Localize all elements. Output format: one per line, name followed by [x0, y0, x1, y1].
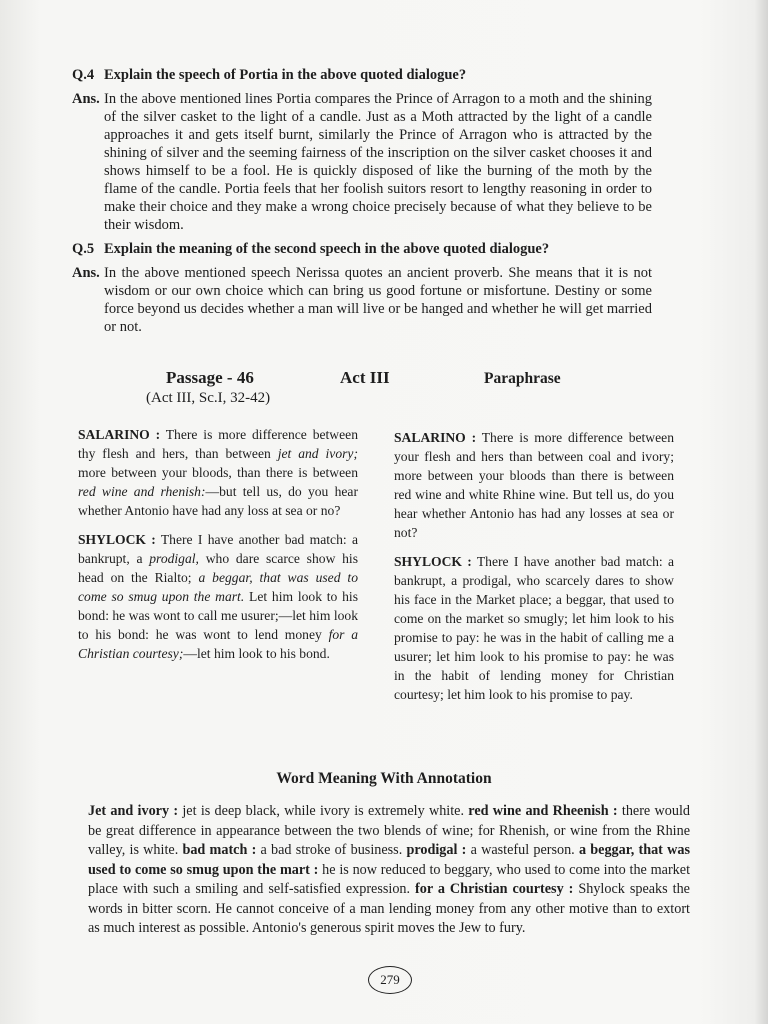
speaker-salarino: SALARINO :	[394, 430, 477, 445]
word-meaning-text	[88, 802, 690, 939]
paraphrase-shylock-speech	[394, 552, 674, 704]
definition: he is now reduced to beggary, who used to come into the market place with such a smiling and self-satisfied expression.	[88, 861, 691, 897]
paraphrase-column	[394, 428, 674, 714]
question-5-number: Q.5	[72, 241, 95, 257]
page-number: 279	[368, 966, 412, 994]
passage-reference: (Act III, Sc.I, 32-42)	[146, 390, 271, 406]
definition: a wasteful person.	[466, 842, 579, 858]
speech-text: —let him look to his bond.	[183, 646, 330, 661]
speech-italic: jet and ivory;	[277, 446, 358, 461]
definition: a bad stroke of business.	[256, 842, 407, 858]
speech-italic: a beggar, that was used to come so smug upon the mart.	[78, 570, 358, 604]
speech-text: There is more difference between thy flesh and hers, than between	[78, 427, 358, 461]
question-4-number: Q.4	[72, 67, 95, 83]
word-meaning-heading: Word Meaning With Annotation	[276, 770, 492, 787]
definition: Shylock speaks the words in bitter scorn. He cannot conceive of a man lending money from any other motive than to extort as much interest as possible. Antonio's generous spirit moves the Jew to fury.	[88, 881, 690, 936]
question-4	[72, 66, 652, 84]
answer-5-text: In the above mentioned speech Nerissa quotes an ancient proverb. She means that it is not wisdom or our own choice which can bring us good fortune or misfortune. Destiny or some force beyond us decides whether a man will live or be hanged and whether he will get married or not.	[104, 265, 652, 335]
answer-4-label: Ans.	[72, 91, 100, 107]
speaker-salarino: SALARINO :	[78, 427, 161, 442]
question-5-text: Explain the meaning of the second speech in the above quoted dialogue?	[104, 241, 550, 257]
original-shylock-speech	[78, 530, 358, 663]
term: prodigal :	[406, 842, 467, 858]
definition: jet is deep black, while ivory is extremely white.	[178, 803, 469, 819]
speaker-shylock: SHYLOCK :	[394, 554, 472, 569]
speech-italic: prodigal,	[149, 551, 199, 566]
speech-text: There I have another bad match: a bankrupt, a prodigal, who scarcely dares to show his face in the Market place; a beggar, that used to come on the market so smugly; let him look to his promise to pay: he was in the habit of calling me a usurer; let him look to his promise to pay: he was in the habit of lending money for Christian courtesy; let him look to his promise to pay.	[394, 554, 674, 702]
speech-italic: red wine and rhenish:	[78, 484, 206, 499]
speech-text: There is more difference between your flesh and hers than between coal and ivory; more between your bloods than there is between red wine and white Rhine wine. But tell us, do you hear whether Antonio has had any losses at sea or not?	[394, 430, 674, 540]
act-heading: Act III	[340, 368, 390, 387]
term: bad match :	[182, 842, 257, 858]
term: a beggar, that was used to come so smug upon the mart :	[88, 842, 690, 878]
paraphrase-heading: Paraphrase	[484, 370, 561, 387]
speech-text: more between your bloods, than there is between	[78, 465, 358, 480]
speech-text: There I have another bad match: a bankrupt, a	[78, 532, 358, 566]
passage-header	[0, 368, 768, 412]
page-edge-shadow	[754, 0, 768, 1024]
speech-text: who dare scarce show his head on the Rialto;	[78, 551, 358, 585]
term: for a Christian courtesy :	[415, 881, 574, 897]
question-4-text: Explain the speech of Portia in the above quoted dialogue?	[104, 67, 467, 83]
answer-4-text: In the above mentioned lines Portia compares the Prince of Arragon to a moth and the shining of the silver casket to the light of a candle. Just as a Moth attracted by the light of a candle approaches it and gets itself burnt, similarly the Prince of Arragon who is attracted by the shining of silver and the seeming fairness of the inscription on the silver casket chooses it and shows himself to be a fool. He is quickly disposed of like the burning of the moth by the flame of the candle. Portia feels that her foolish suitors resort to lengthy reasoning in order to make their choice and they make a wrong choice precisely because of what they believe to be their wisdom.	[104, 91, 652, 233]
passage-title: Passage - 46	[166, 368, 254, 387]
answer-4	[72, 90, 652, 234]
term: Jet and ivory :	[88, 803, 179, 819]
question-4-block	[72, 66, 652, 234]
speech-text: Let him look to his bond: he was wont to call me usurer;—let him look to his bond: he was wont to lend money	[78, 589, 358, 642]
original-salarino-speech	[78, 425, 358, 520]
paraphrase-salarino-speech	[394, 428, 674, 542]
question-5-block	[72, 240, 652, 336]
answer-5	[72, 264, 652, 336]
question-5	[72, 240, 652, 258]
definition: there would be great difference in appearance between the two blends of wine; for Rhenish, or wine from the Rhine valley, is white.	[88, 803, 690, 858]
speech-italic: for a Christian courtesy;	[78, 627, 359, 661]
term: red wine and Rheenish :	[468, 803, 618, 819]
speaker-shylock: SHYLOCK :	[78, 532, 156, 547]
speech-text: —but tell us, do you hear whether Antonio have had any loss at sea or no?	[78, 484, 358, 518]
answer-5-label: Ans.	[72, 265, 100, 281]
original-text-column	[78, 425, 358, 673]
